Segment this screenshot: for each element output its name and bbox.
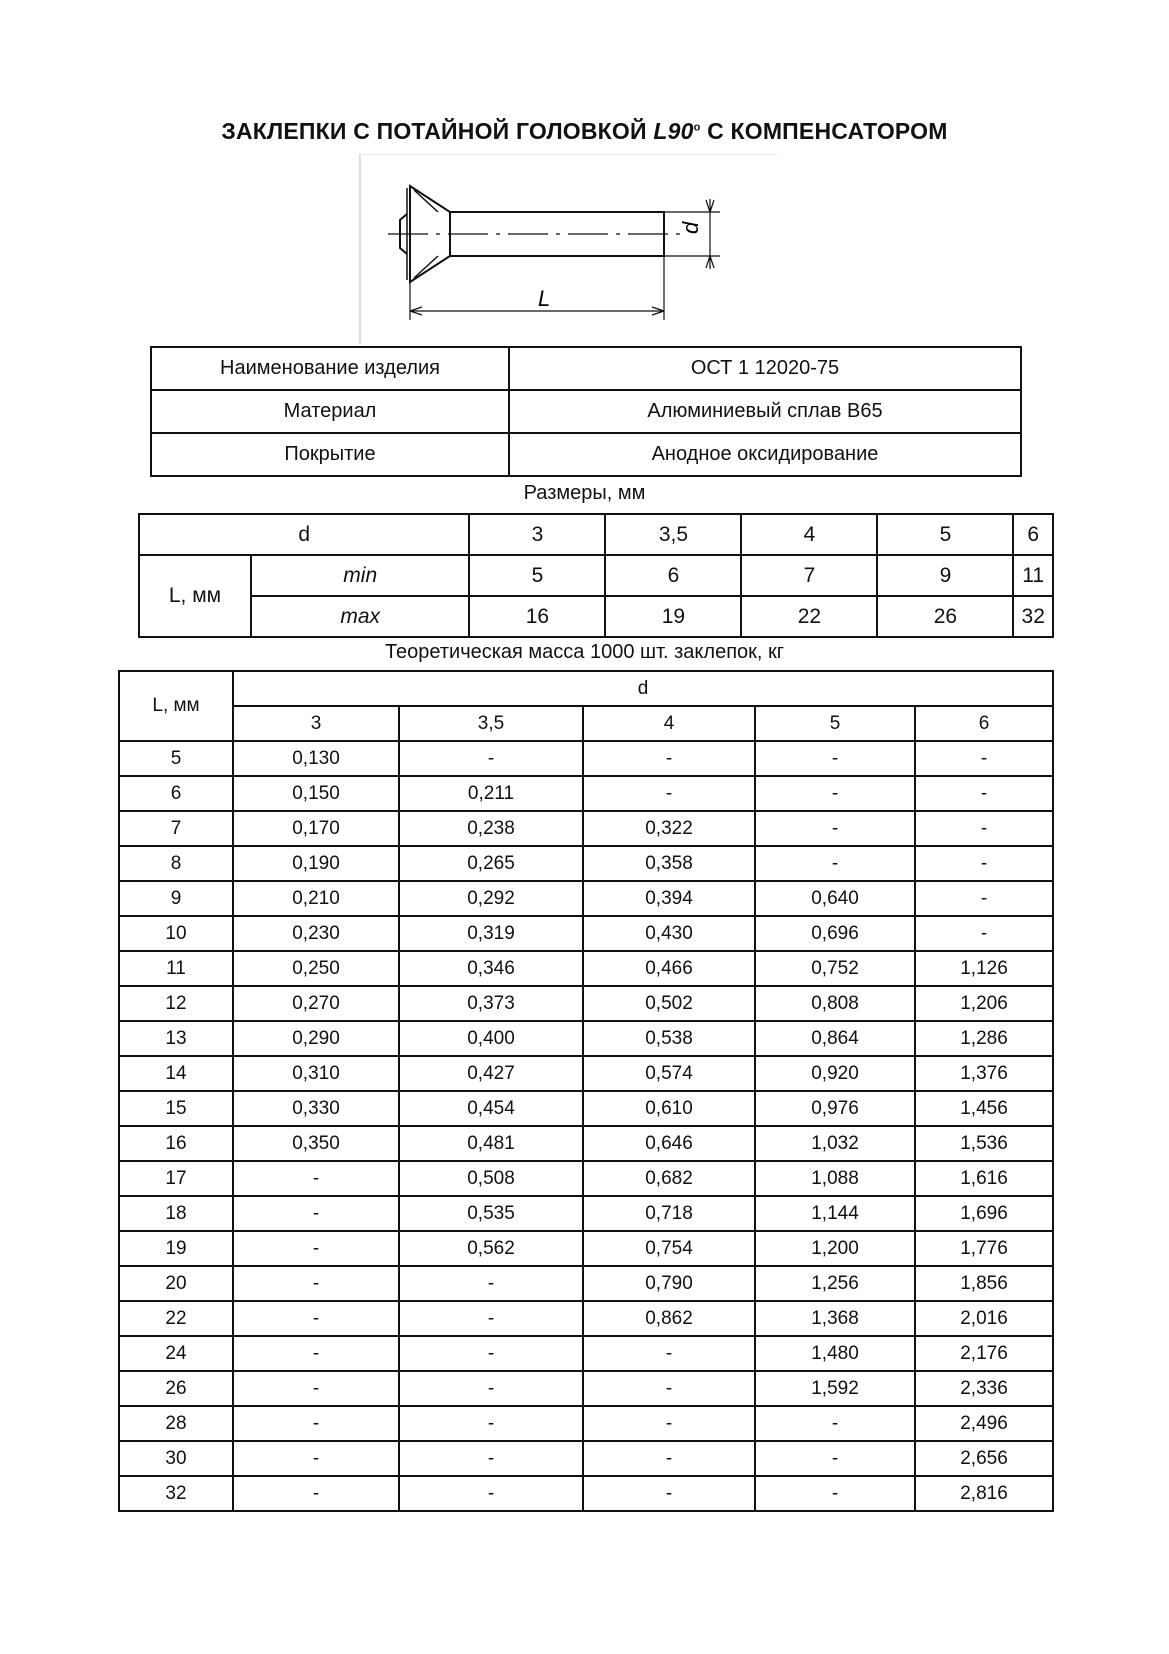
- table-row: [119, 811, 1053, 846]
- info-value: Алюминиевый сплав В65: [509, 390, 1021, 433]
- table-row: [119, 741, 1053, 776]
- dims-max-value: 26: [877, 596, 1013, 637]
- mass-caption: Теоретическая масса 1000 шт. заклепок, кг: [384, 641, 785, 663]
- info-label: Материал: [151, 390, 509, 433]
- mass-row-length: 18: [119, 1196, 233, 1231]
- table-row: [119, 1196, 1053, 1231]
- mass-row-length: 15: [119, 1091, 233, 1126]
- mass-cell: 1,200: [755, 1231, 915, 1266]
- mass-l-header: L, мм: [119, 671, 233, 741]
- table-row: [119, 916, 1053, 951]
- table-row: [119, 1091, 1053, 1126]
- mass-cell: -: [233, 1301, 399, 1336]
- mass-cell: 0,574: [583, 1056, 755, 1091]
- mass-cell: 1,256: [755, 1266, 915, 1301]
- mass-cell: 2,016: [915, 1301, 1053, 1336]
- dims-min-value: 7: [741, 555, 877, 596]
- mass-cell: 0,211: [399, 776, 583, 811]
- table-row: [119, 986, 1053, 1021]
- title-suffix: С КОМПЕНСАТОРОМ: [707, 118, 948, 144]
- mass-cell: 0,427: [399, 1056, 583, 1091]
- mass-cell: 1,032: [755, 1126, 915, 1161]
- table-row: [119, 776, 1053, 811]
- dims-d-value: 4: [741, 514, 877, 555]
- mass-body: [119, 741, 1053, 1511]
- mass-table: [118, 670, 1054, 1512]
- table-row: [119, 951, 1053, 986]
- table-row: [119, 1476, 1053, 1511]
- mass-row-length: 16: [119, 1126, 233, 1161]
- mass-cell: -: [233, 1476, 399, 1511]
- mass-row-length: 10: [119, 916, 233, 951]
- mass-cell: 0,265: [399, 846, 583, 881]
- mass-cell: 0,682: [583, 1161, 755, 1196]
- mass-cell: 0,752: [755, 951, 915, 986]
- info-row: [151, 347, 1021, 390]
- table-row: [119, 1231, 1053, 1266]
- mass-cell: 2,816: [915, 1476, 1053, 1511]
- mass-cell: -: [399, 741, 583, 776]
- label-L: L: [538, 286, 551, 311]
- dims-min-value: 9: [877, 555, 1013, 596]
- mass-cell: 0,508: [399, 1161, 583, 1196]
- mass-cell: 0,330: [233, 1091, 399, 1126]
- product-info-table: [150, 346, 1022, 477]
- mass-cell: -: [399, 1476, 583, 1511]
- mass-cell: 0,292: [399, 881, 583, 916]
- mass-cell: 0,346: [399, 951, 583, 986]
- mass-row-length: 7: [119, 811, 233, 846]
- mass-cell: 2,176: [915, 1336, 1053, 1371]
- table-row: [119, 1441, 1053, 1476]
- mass-cell: -: [583, 1476, 755, 1511]
- mass-cell: 0,640: [755, 881, 915, 916]
- mass-cell: -: [915, 846, 1053, 881]
- mass-cell: 2,496: [915, 1406, 1053, 1441]
- mass-header-row: [119, 671, 1053, 706]
- mass-cell: 0,250: [233, 951, 399, 986]
- mass-cell: 1,368: [755, 1301, 915, 1336]
- mass-cell: 1,286: [915, 1021, 1053, 1056]
- table-row: [119, 1301, 1053, 1336]
- mass-cell: 1,776: [915, 1231, 1053, 1266]
- mass-cell: -: [915, 741, 1053, 776]
- mass-row-length: 5: [119, 741, 233, 776]
- mass-cell: -: [755, 776, 915, 811]
- dims-d-value: 3,5: [605, 514, 741, 555]
- mass-cell: -: [399, 1371, 583, 1406]
- info-label: Покрытие: [151, 433, 509, 476]
- dimensions-caption: Размеры, мм: [523, 482, 646, 504]
- page-title: [0, 118, 1169, 145]
- dims-max-value: 32: [1013, 596, 1053, 637]
- mass-cell: 0,230: [233, 916, 399, 951]
- mass-cell: 1,376: [915, 1056, 1053, 1091]
- info-value: ОСТ 1 12020-75: [509, 347, 1021, 390]
- mass-cell: 0,150: [233, 776, 399, 811]
- dims-max-label: max: [251, 596, 469, 637]
- mass-cell: -: [915, 916, 1053, 951]
- mass-cell: 1,696: [915, 1196, 1053, 1231]
- dims-d-value: 5: [877, 514, 1013, 555]
- dims-min-label: min: [251, 555, 469, 596]
- mass-row-length: 8: [119, 846, 233, 881]
- mass-cell: 0,394: [583, 881, 755, 916]
- dims-d-label: d: [139, 514, 469, 555]
- mass-cell: -: [755, 1476, 915, 1511]
- mass-cell: -: [583, 776, 755, 811]
- mass-cell: -: [915, 881, 1053, 916]
- mass-row-length: 13: [119, 1021, 233, 1056]
- mass-d-value: 5: [755, 706, 915, 741]
- mass-row-length: 19: [119, 1231, 233, 1266]
- mass-cell: -: [233, 1336, 399, 1371]
- mass-cell: 0,238: [399, 811, 583, 846]
- mass-cell: 0,481: [399, 1126, 583, 1161]
- dims-min-value: 11: [1013, 555, 1053, 596]
- mass-cell: -: [583, 741, 755, 776]
- mass-cell: -: [583, 1336, 755, 1371]
- table-row: [119, 1406, 1053, 1441]
- dims-max-value: 22: [741, 596, 877, 637]
- mass-cell: 0,270: [233, 986, 399, 1021]
- mass-cell: -: [755, 1441, 915, 1476]
- mass-cell: -: [583, 1406, 755, 1441]
- mass-cell: 0,790: [583, 1266, 755, 1301]
- mass-cell: 0,210: [233, 881, 399, 916]
- label-d: d: [678, 221, 703, 234]
- mass-cell: 0,920: [755, 1056, 915, 1091]
- mass-cell: -: [399, 1441, 583, 1476]
- dims-min-row: [139, 555, 1053, 596]
- mass-cell: 2,656: [915, 1441, 1053, 1476]
- mass-cell: 0,319: [399, 916, 583, 951]
- info-value: Анодное оксидирование: [509, 433, 1021, 476]
- mass-cell: 1,856: [915, 1266, 1053, 1301]
- table-row: [119, 1336, 1053, 1371]
- table-row: [119, 846, 1053, 881]
- mass-cell: 1,144: [755, 1196, 915, 1231]
- mass-cell: -: [233, 1231, 399, 1266]
- title-degree: o: [693, 121, 701, 134]
- dimensions-table: [138, 513, 1054, 638]
- mass-row-length: 24: [119, 1336, 233, 1371]
- mass-cell: 0,466: [583, 951, 755, 986]
- dims-d-value: 3: [469, 514, 605, 555]
- mass-cell: -: [755, 811, 915, 846]
- mass-cell: -: [233, 1266, 399, 1301]
- mass-cell: 0,130: [233, 741, 399, 776]
- mass-cell: 0,190: [233, 846, 399, 881]
- table-row: [119, 1266, 1053, 1301]
- mass-row-length: 22: [119, 1301, 233, 1336]
- mass-cell: -: [399, 1406, 583, 1441]
- mass-cell: -: [233, 1371, 399, 1406]
- mass-cell: -: [755, 741, 915, 776]
- table-row: [119, 1056, 1053, 1091]
- table-row: [119, 1161, 1053, 1196]
- mass-cell: 0,646: [583, 1126, 755, 1161]
- mass-cell: 2,336: [915, 1371, 1053, 1406]
- mass-row-length: 14: [119, 1056, 233, 1091]
- mass-cell: 0,562: [399, 1231, 583, 1266]
- mass-cell: -: [583, 1371, 755, 1406]
- mass-d-value: 3,5: [399, 706, 583, 741]
- mass-cell: -: [233, 1441, 399, 1476]
- mass-cell: 0,538: [583, 1021, 755, 1056]
- mass-cell: 0,862: [583, 1301, 755, 1336]
- mass-row-length: 20: [119, 1266, 233, 1301]
- mass-cell: -: [583, 1441, 755, 1476]
- dims-min-value: 5: [469, 555, 605, 596]
- table-row: [119, 1126, 1053, 1161]
- mass-cell: 0,290: [233, 1021, 399, 1056]
- mass-cell: -: [399, 1336, 583, 1371]
- mass-cell: 1,480: [755, 1336, 915, 1371]
- mass-cell: 0,373: [399, 986, 583, 1021]
- mass-cell: -: [915, 811, 1053, 846]
- mass-cell: 0,400: [399, 1021, 583, 1056]
- mass-d-value: 3: [233, 706, 399, 741]
- mass-cell: 0,864: [755, 1021, 915, 1056]
- mass-cell: -: [233, 1161, 399, 1196]
- table-row: [119, 881, 1053, 916]
- mass-cell: 0,696: [755, 916, 915, 951]
- mass-d-value: 4: [583, 706, 755, 741]
- mass-cell: -: [233, 1406, 399, 1441]
- mass-cell: 1,088: [755, 1161, 915, 1196]
- mass-cell: -: [755, 846, 915, 881]
- mass-cell: 0,718: [583, 1196, 755, 1231]
- mass-cell: -: [233, 1196, 399, 1231]
- mass-d-values-row: [119, 706, 1053, 741]
- info-row: [151, 433, 1021, 476]
- mass-cell: 1,592: [755, 1371, 915, 1406]
- mass-cell: 0,350: [233, 1126, 399, 1161]
- mass-row-length: 17: [119, 1161, 233, 1196]
- mass-cell: 0,170: [233, 811, 399, 846]
- mass-cell: 0,610: [583, 1091, 755, 1126]
- dims-d-row: [139, 514, 1053, 555]
- dims-l-label: L, мм: [139, 555, 251, 637]
- title-angle: L90: [653, 118, 694, 144]
- dims-max-value: 16: [469, 596, 605, 637]
- dims-max-row: [139, 596, 1053, 637]
- mass-cell: 0,430: [583, 916, 755, 951]
- dims-d-value: 6: [1013, 514, 1053, 555]
- mass-cell: 1,616: [915, 1161, 1053, 1196]
- dims-max-value: 19: [605, 596, 741, 637]
- mass-cell: 1,126: [915, 951, 1053, 986]
- mass-row-length: 30: [119, 1441, 233, 1476]
- mass-row-length: 26: [119, 1371, 233, 1406]
- info-label: Наименование изделия: [151, 347, 509, 390]
- table-row: [119, 1371, 1053, 1406]
- mass-cell: -: [399, 1266, 583, 1301]
- title-prefix: ЗАКЛЕПКИ С ПОТАЙНОЙ ГОЛОВКОЙ: [221, 118, 647, 144]
- mass-cell: -: [915, 776, 1053, 811]
- mass-cell: 1,456: [915, 1091, 1053, 1126]
- mass-cell: -: [755, 1406, 915, 1441]
- mass-row-length: 6: [119, 776, 233, 811]
- mass-cell: -: [399, 1301, 583, 1336]
- mass-row-length: 11: [119, 951, 233, 986]
- mass-cell: 0,358: [583, 846, 755, 881]
- table-row: [119, 1021, 1053, 1056]
- rivet-drawing: [358, 154, 778, 344]
- mass-cell: 0,754: [583, 1231, 755, 1266]
- mass-cell: 0,454: [399, 1091, 583, 1126]
- info-row: [151, 390, 1021, 433]
- mass-row-length: 12: [119, 986, 233, 1021]
- mass-cell: 1,206: [915, 986, 1053, 1021]
- mass-cell: 0,976: [755, 1091, 915, 1126]
- mass-cell: 0,535: [399, 1196, 583, 1231]
- mass-d-header: d: [233, 671, 1053, 706]
- mass-cell: 0,322: [583, 811, 755, 846]
- mass-cell: 0,310: [233, 1056, 399, 1091]
- mass-row-length: 32: [119, 1476, 233, 1511]
- dims-min-value: 6: [605, 555, 741, 596]
- mass-row-length: 28: [119, 1406, 233, 1441]
- mass-cell: 0,502: [583, 986, 755, 1021]
- mass-row-length: 9: [119, 881, 233, 916]
- mass-d-value: 6: [915, 706, 1053, 741]
- mass-cell: 0,808: [755, 986, 915, 1021]
- mass-cell: 1,536: [915, 1126, 1053, 1161]
